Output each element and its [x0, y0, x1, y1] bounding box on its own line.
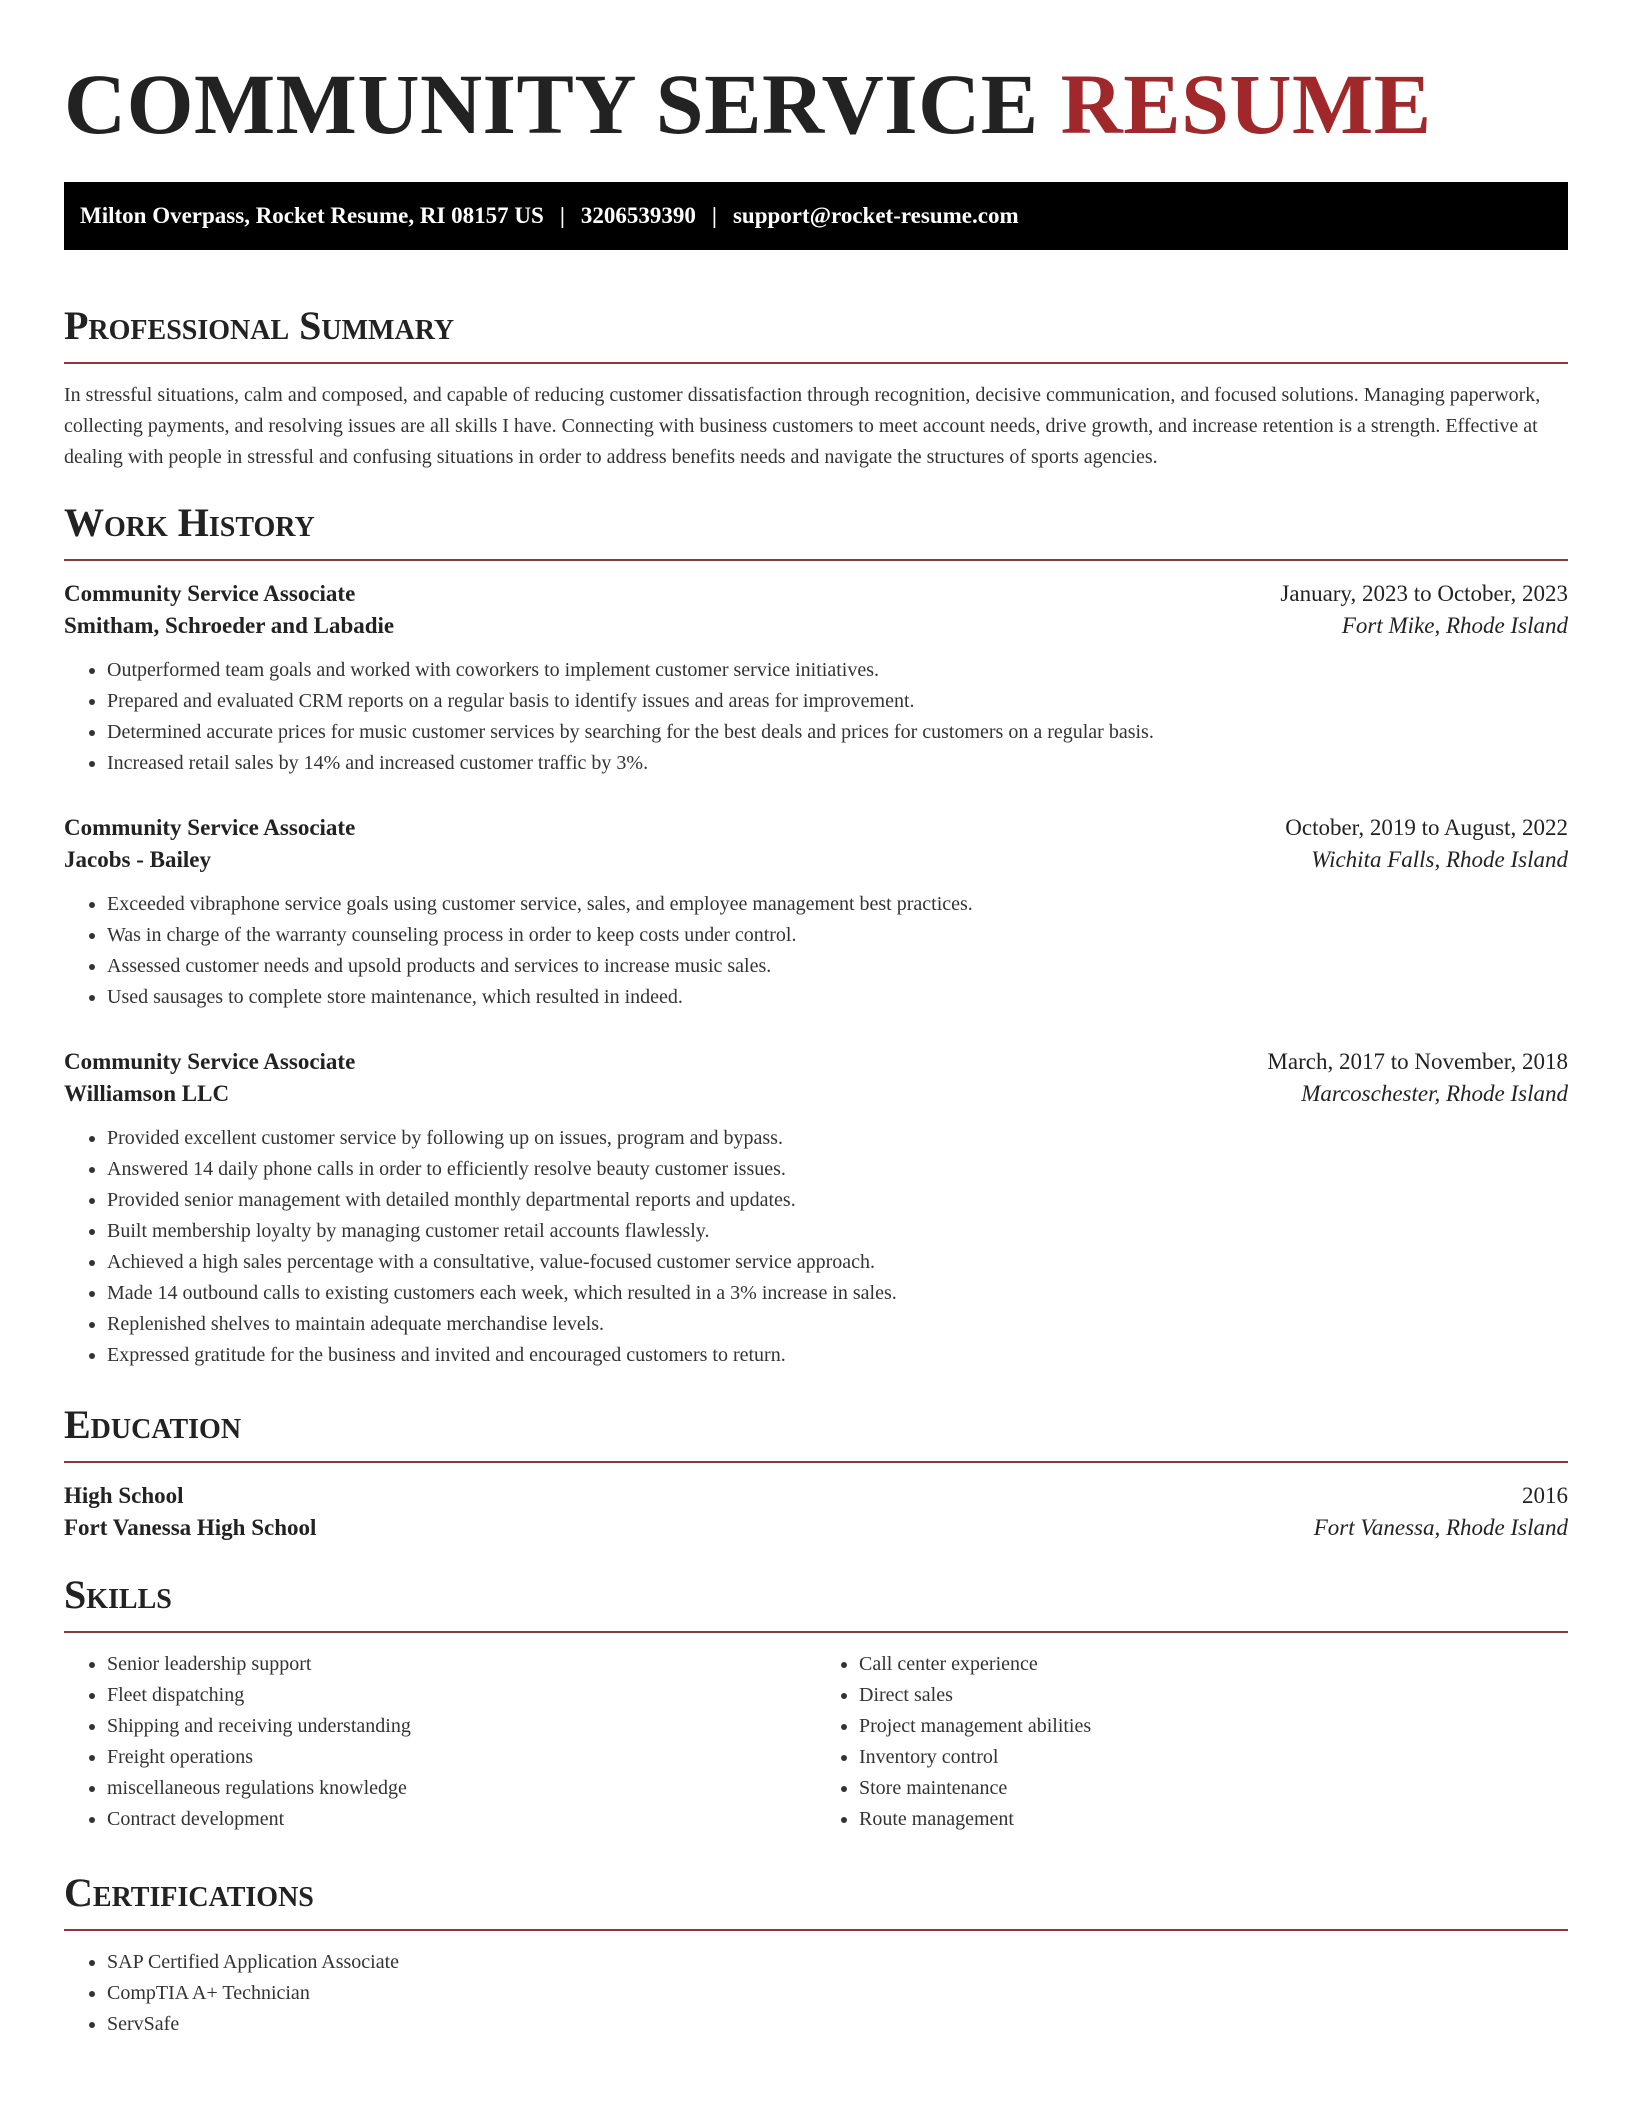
job-bullet: • Built membership loyalty by managing customer retail accounts flawlessly.	[107, 1216, 1568, 1247]
job-company-row	[64, 847, 1568, 873]
education-school: Fort Vanessa High School	[64, 1515, 317, 1540]
section-heading: Professional Summary	[64, 303, 455, 348]
skill-item: • miscellaneous regulations knowledge	[107, 1773, 816, 1804]
job-bullet: • Used sausages to complete store maintenance, which resulted in indeed.	[107, 982, 1568, 1013]
job-bullet: • Made 14 outbound calls to existing customers each week, which resulted in a 3% increase in sales.	[107, 1278, 1568, 1309]
job-dates: January, 2023 to October, 2023	[1280, 581, 1568, 606]
contact-separator: |	[711, 203, 717, 228]
resume-title	[64, 0, 1568, 150]
job-location: Marcoschester, Rhode Island	[1301, 1081, 1568, 1106]
job-bullet: • Assessed customer needs and upsold products and services to increase music sales.	[107, 951, 1568, 982]
section-heading: Work History	[64, 500, 315, 545]
job-company-row	[64, 1081, 1568, 1107]
job-company: Williamson LLC	[64, 1081, 230, 1106]
job-bullets	[64, 889, 1568, 1013]
education-year: 2016	[1522, 1483, 1568, 1508]
skill-item: • Inventory control	[859, 1742, 1568, 1773]
education-section	[64, 1397, 1568, 1541]
section-divider	[64, 1461, 1568, 1463]
education-entry	[64, 1483, 1568, 1541]
job-header-row	[64, 581, 1568, 607]
contact-phone[interactable]: 3206539390	[580, 203, 696, 228]
job-bullet: • Provided senior management with detailed monthly departmental reports and updates.	[107, 1185, 1568, 1216]
skills-grid	[64, 1633, 1568, 1835]
job-bullet: • Answered 14 daily phone calls in order to efficiently resolve beauty customer issues.	[107, 1154, 1568, 1185]
skill-item: • Project management abilities	[859, 1711, 1568, 1742]
certifications-list	[64, 1947, 1568, 2040]
certification-item: • CompTIA A+ Technician	[107, 1978, 1568, 2009]
skill-item: • Shipping and receiving understanding	[107, 1711, 816, 1742]
section-heading: Education	[64, 1402, 242, 1447]
certification-item: • SAP Certified Application Associate	[107, 1947, 1568, 1978]
skills-list-right	[816, 1649, 1568, 1835]
work-history-section	[64, 495, 1568, 1371]
skill-item: • Fleet dispatching	[107, 1680, 816, 1711]
summary-section	[64, 298, 1568, 473]
skills-list-left	[64, 1649, 816, 1835]
job-entry	[64, 1049, 1568, 1371]
job-company: Smitham, Schroeder and Labadie	[64, 613, 395, 638]
section-heading: Skills	[64, 1572, 172, 1617]
job-bullets	[64, 655, 1568, 779]
contact-separator: |	[559, 203, 565, 228]
job-company: Jacobs - Bailey	[64, 847, 211, 872]
job-company-row	[64, 613, 1568, 639]
job-dates: October, 2019 to August, 2022	[1285, 815, 1568, 840]
job-list	[64, 581, 1568, 1371]
job-bullet: • Was in charge of the warranty counseling process in order to keep costs under control.	[107, 920, 1568, 951]
skill-item: • Contract development	[107, 1804, 816, 1835]
contact-email[interactable]: support@rocket-resume.com	[732, 203, 1019, 228]
job-bullet: • Achieved a high sales percentage with a consultative, value-focused customer service approach.	[107, 1247, 1568, 1278]
job-bullet: • Provided excellent customer service by following up on issues, program and bypass.	[107, 1123, 1568, 1154]
job-bullets	[64, 1123, 1568, 1371]
skills-section	[64, 1567, 1568, 1835]
job-bullet: • Determined accurate prices for music customer services by searching for the best deals and prices for customers on a regular basis.	[107, 717, 1568, 748]
job-bullet: • Exceeded vibraphone service goals using customer service, sales, and employee management best practices.	[107, 889, 1568, 920]
job-header-row	[64, 815, 1568, 841]
education-degree: High School	[64, 1483, 184, 1508]
job-bullet: • Expressed gratitude for the business and invited and encouraged customers to return.	[107, 1340, 1568, 1371]
job-title: Community Service Associate	[64, 815, 356, 840]
job-title: Community Service Associate	[64, 1049, 356, 1074]
skill-item: • Freight operations	[107, 1742, 816, 1773]
skill-item: • Call center experience	[859, 1649, 1568, 1680]
job-entry	[64, 815, 1568, 1013]
job-location: Wichita Falls, Rhode Island	[1311, 847, 1568, 872]
skill-item: • Direct sales	[859, 1680, 1568, 1711]
section-heading: Certifications	[64, 1870, 314, 1915]
job-header-row	[64, 1049, 1568, 1075]
job-location: Fort Mike, Rhode Island	[1341, 613, 1568, 638]
contact-bar	[64, 182, 1568, 250]
job-bullet: • Outperformed team goals and worked with coworkers to implement customer service initiatives.	[107, 655, 1568, 686]
skill-item: • Store maintenance	[859, 1773, 1568, 1804]
job-entry	[64, 581, 1568, 779]
section-divider	[64, 559, 1568, 561]
job-bullet: • Replenished shelves to maintain adequate merchandise levels.	[107, 1309, 1568, 1340]
section-divider	[64, 362, 1568, 364]
education-location: Fort Vanessa, Rhode Island	[1313, 1515, 1568, 1540]
title-main: COMMUNITY SERVICE	[64, 56, 1039, 152]
certification-item: • ServSafe	[107, 2009, 1568, 2040]
skill-item: • Senior leadership support	[107, 1649, 816, 1680]
skill-item: • Route management	[859, 1804, 1568, 1835]
summary-text: In stressful situations, calm and composed, and capable of reducing customer dissatisfaction through recognition, decisive communication, and focused solutions. Managing paperwork, collecting payments, and resolving issues are all skills I have. Connecting with business customers to meet account needs, drive growth, and increase retention is a strength. Effective at dealing with people in stressful and confusing situations in order to address benefits needs and navigate the structures of sports agencies.	[64, 384, 1541, 468]
job-bullet: • Prepared and evaluated CRM reports on a regular basis to identify issues and areas for improvement.	[107, 686, 1568, 717]
title-accent: RESUME	[1060, 56, 1432, 152]
job-bullet: • Increased retail sales by 14% and increased customer traffic by 3%.	[107, 748, 1568, 779]
job-title: Community Service Associate	[64, 581, 356, 606]
job-dates: March, 2017 to November, 2018	[1267, 1049, 1568, 1074]
section-divider	[64, 1929, 1568, 1931]
contact-address: Milton Overpass, Rocket Resume, RI 08157 US	[80, 203, 544, 228]
certifications-section	[64, 1865, 1568, 2040]
